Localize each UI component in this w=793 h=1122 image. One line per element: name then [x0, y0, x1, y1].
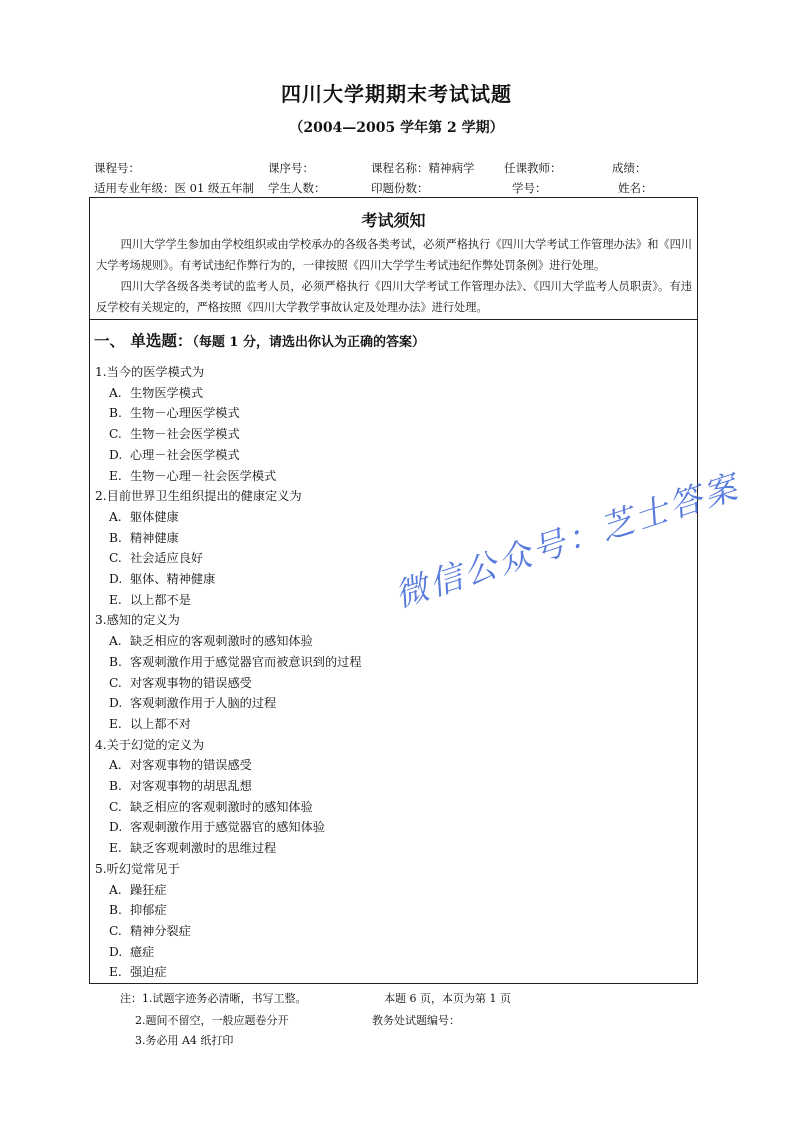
notice-paragraph-1: 四川大学学生参加由学校组织或由学校承办的各级各类考试，必须严格执行《四川大学考试工作管理办法》和《四川大学考场规则》。有考试违纪作弊行为的，一律按照《四川大学学生考试违纪作弊处罚条例》进行处理。: [96, 238, 692, 272]
exam-term: （2004—2005 学年第 2 学期）: [289, 120, 504, 136]
answer-option: [109, 777, 252, 794]
answer-option: [109, 384, 203, 401]
option-text: 抑郁症: [130, 903, 167, 918]
option-letter: E.: [109, 592, 122, 607]
option-text: 心理－社会医学模式: [130, 447, 240, 462]
option-letter: D.: [109, 696, 123, 711]
course-seq-label: 课序号：: [268, 161, 314, 175]
option-letter: D.: [109, 944, 123, 959]
option-text: 对客观事物的错误感受: [130, 675, 252, 690]
option-text: 生物医学模式: [130, 385, 204, 400]
option-text: 缺乏客观刺激时的思维过程: [130, 841, 277, 856]
footer-office-number: 教务处试题编号：: [372, 1014, 460, 1027]
student-id-label: 学号：: [512, 181, 547, 195]
answer-option: [109, 963, 167, 980]
option-text: 癔症: [130, 944, 155, 959]
footer-page-count: 本题 6 页，本页为第 1 页: [384, 992, 511, 1005]
copies-label: 印题份数：: [371, 181, 429, 195]
option-text: 缺乏相应的客观刺激时的感知体验: [130, 799, 313, 814]
option-text: 躁狂症: [130, 882, 167, 897]
option-letter: A.: [109, 385, 122, 400]
option-letter: A.: [109, 882, 122, 897]
option-text: 精神分裂症: [130, 923, 191, 938]
answer-option: [109, 570, 215, 587]
notice-paragraph-2: 四川大学各级各类考试的监考人员，必须严格执行《四川大学考试工作管理办法》、《四川大学监考人员职责》。有违反学校有关规定的，严格按照《四川大学教学事故认定及处理办法》进行处理。: [96, 280, 692, 314]
option-text: 对客观事物的错误感受: [130, 758, 252, 773]
option-text: 以上都不对: [130, 716, 191, 731]
answer-option: [109, 467, 276, 484]
option-letter: E.: [109, 965, 122, 980]
answer-option: [109, 549, 203, 566]
option-text: 精神健康: [130, 530, 179, 545]
answer-option: [109, 943, 154, 960]
answer-option: [109, 818, 325, 835]
option-letter: C.: [109, 551, 122, 566]
option-text: 对客观事物的胡思乱想: [130, 779, 252, 793]
answer-option: [109, 529, 179, 546]
option-text: 缺乏相应的客观刺激时的感知体验: [130, 634, 313, 649]
option-text: 躯体健康: [130, 509, 179, 524]
answer-option: [109, 632, 313, 649]
section-instructions: （每题 1 分，请选出你认为正确的答案）: [192, 335, 426, 350]
option-text: 客观刺激作用于感觉器官而被意识到的过程: [130, 654, 362, 669]
teacher-label: 任课教师：: [504, 161, 562, 175]
option-letter: D.: [109, 820, 123, 835]
option-text: 以上都不是: [130, 592, 191, 607]
option-text: 生物－社会医学模式: [130, 427, 240, 442]
option-letter: C.: [109, 675, 122, 690]
major-label: 适用专业年级：医 01 级五年制: [94, 181, 254, 195]
answer-option: [109, 694, 276, 711]
option-text: 社会适应良好: [130, 551, 204, 566]
option-letter: C.: [109, 799, 122, 814]
footer-note-1: 注：1.试题字迹务必清晰，书写工整。: [120, 992, 307, 1005]
question-stem: 4.关于幻觉的定义为: [95, 737, 205, 752]
section-heading: [94, 329, 425, 351]
answer-option: [109, 674, 252, 691]
answer-option: [109, 446, 240, 463]
option-letter: C.: [109, 923, 122, 938]
name-label: 姓名：: [618, 181, 653, 195]
option-letter: C.: [109, 427, 122, 442]
option-text: 生物－心理－社会医学模式: [130, 468, 277, 483]
students-label: 学生人数：: [268, 181, 326, 195]
option-text: 强迫症: [130, 965, 167, 980]
answer-option: [109, 508, 179, 525]
course-number-label: 课程号：: [94, 161, 140, 175]
question-stem: 3.感知的定义为: [95, 613, 180, 628]
option-letter: D.: [109, 572, 123, 586]
section-title: 一、 单选题：: [94, 331, 193, 350]
option-letter: E.: [109, 841, 122, 856]
question-stem: 2.目前世界卫生组织提出的健康定义为: [95, 489, 302, 504]
answer-option: [109, 653, 362, 670]
option-letter: D.: [109, 447, 123, 462]
score-label: 成绩：: [612, 161, 647, 175]
answer-option: [109, 798, 313, 815]
option-letter: B.: [109, 779, 122, 793]
question-stem: 5.听幻觉常见于: [95, 861, 180, 876]
option-letter: B.: [109, 406, 122, 421]
question-stem: 1.当今的医学模式为: [95, 365, 205, 379]
option-text: 躯体、精神健康: [130, 572, 216, 586]
answer-option: [109, 881, 167, 898]
option-text: 客观刺激作用于感觉器官的感知体验: [130, 820, 325, 835]
option-letter: E.: [109, 716, 122, 731]
answer-option: [109, 922, 191, 939]
exam-title: 四川大学期期末考试试题: [281, 82, 512, 106]
option-letter: A.: [109, 509, 122, 524]
option-letter: B.: [109, 903, 122, 918]
answer-option: [109, 756, 252, 773]
course-name-label: 课程名称：精神病学: [371, 161, 475, 175]
option-text: 生物－心理医学模式: [130, 406, 240, 421]
watermark-text: 微信公众号：芝士答案: [389, 466, 745, 615]
answer-option: [109, 404, 240, 421]
answer-option: [109, 839, 276, 856]
option-letter: B.: [109, 530, 122, 545]
notice-title: 考试须知: [361, 211, 426, 230]
option-letter: A.: [109, 758, 122, 773]
answer-option: [109, 715, 191, 732]
answer-option: [109, 425, 240, 442]
notice-divider: [90, 319, 697, 320]
footer-note-3: 3.务必用 A4 纸打印: [135, 1034, 234, 1047]
option-text: 客观刺激作用于人脑的过程: [130, 696, 277, 711]
footer-note-2: 2.题间不留空，一般应题卷分开: [135, 1014, 289, 1027]
option-letter: A.: [109, 634, 122, 649]
option-letter: E.: [109, 468, 122, 483]
option-letter: B.: [109, 654, 122, 669]
answer-option: [109, 591, 191, 608]
answer-option: [109, 901, 167, 918]
